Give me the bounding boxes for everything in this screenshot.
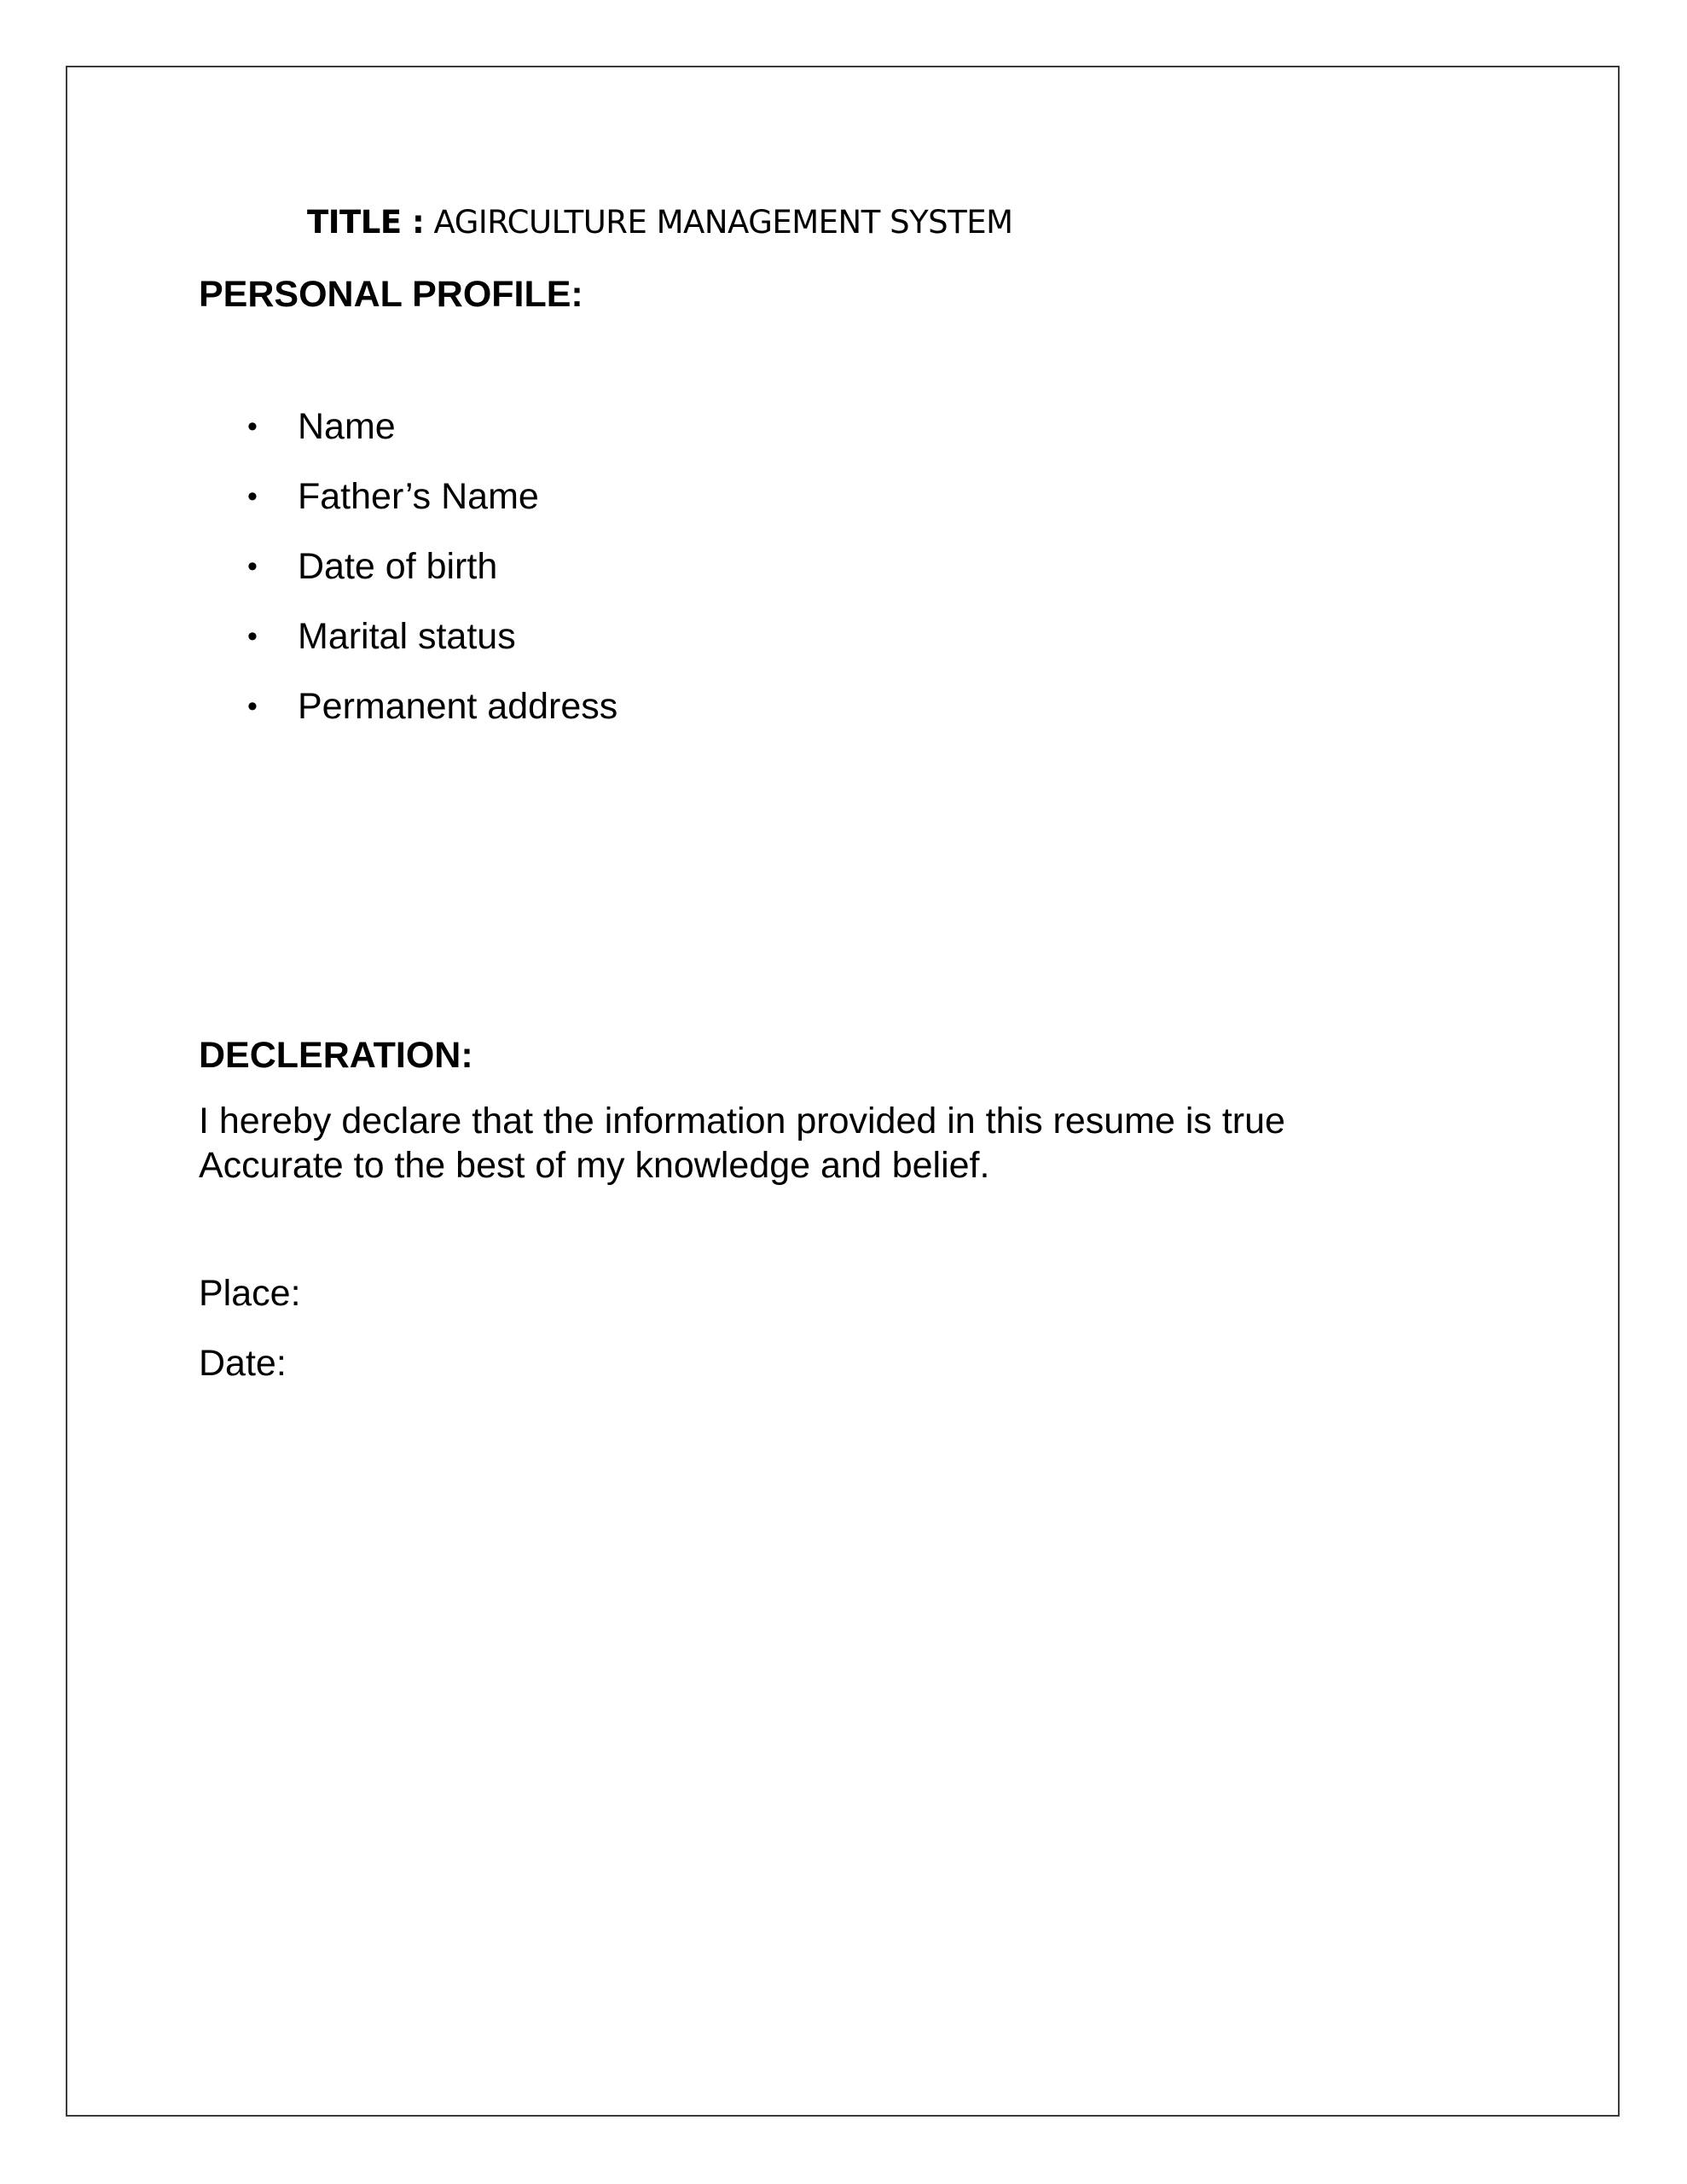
declaration-line-1: I hereby declare that the information provided in this resume is true bbox=[199, 1101, 1285, 1141]
personal-profile-heading: PERSONAL PROFILE: bbox=[199, 274, 583, 315]
place-label: Place: bbox=[199, 1273, 301, 1314]
page-border bbox=[66, 66, 1620, 2117]
bullet-icon: • bbox=[247, 690, 258, 723]
date-label: Date: bbox=[199, 1343, 287, 1384]
title-label: TITLE : bbox=[307, 204, 425, 241]
bullet-icon: • bbox=[247, 550, 258, 583]
list-item-label: Father’s Name bbox=[298, 476, 539, 517]
bullet-icon: • bbox=[247, 620, 258, 653]
declaration-text bbox=[199, 1099, 1285, 1188]
declaration-line-2: Accurate to the best of my knowledge and belief. bbox=[199, 1145, 990, 1186]
document-title bbox=[307, 201, 1013, 244]
list-item-label: Permanent address bbox=[298, 686, 618, 727]
bullet-icon: • bbox=[247, 480, 258, 513]
title-value: AGIRCULTURE MANAGEMENT SYSTEM bbox=[433, 204, 1013, 241]
list-item-label: Marital status bbox=[298, 616, 516, 657]
bullet-icon: • bbox=[247, 410, 258, 443]
list-item-label: Name bbox=[298, 406, 396, 447]
declaration-heading: DECLERATION: bbox=[199, 1035, 473, 1076]
list-item-label: Date of birth bbox=[298, 546, 498, 587]
